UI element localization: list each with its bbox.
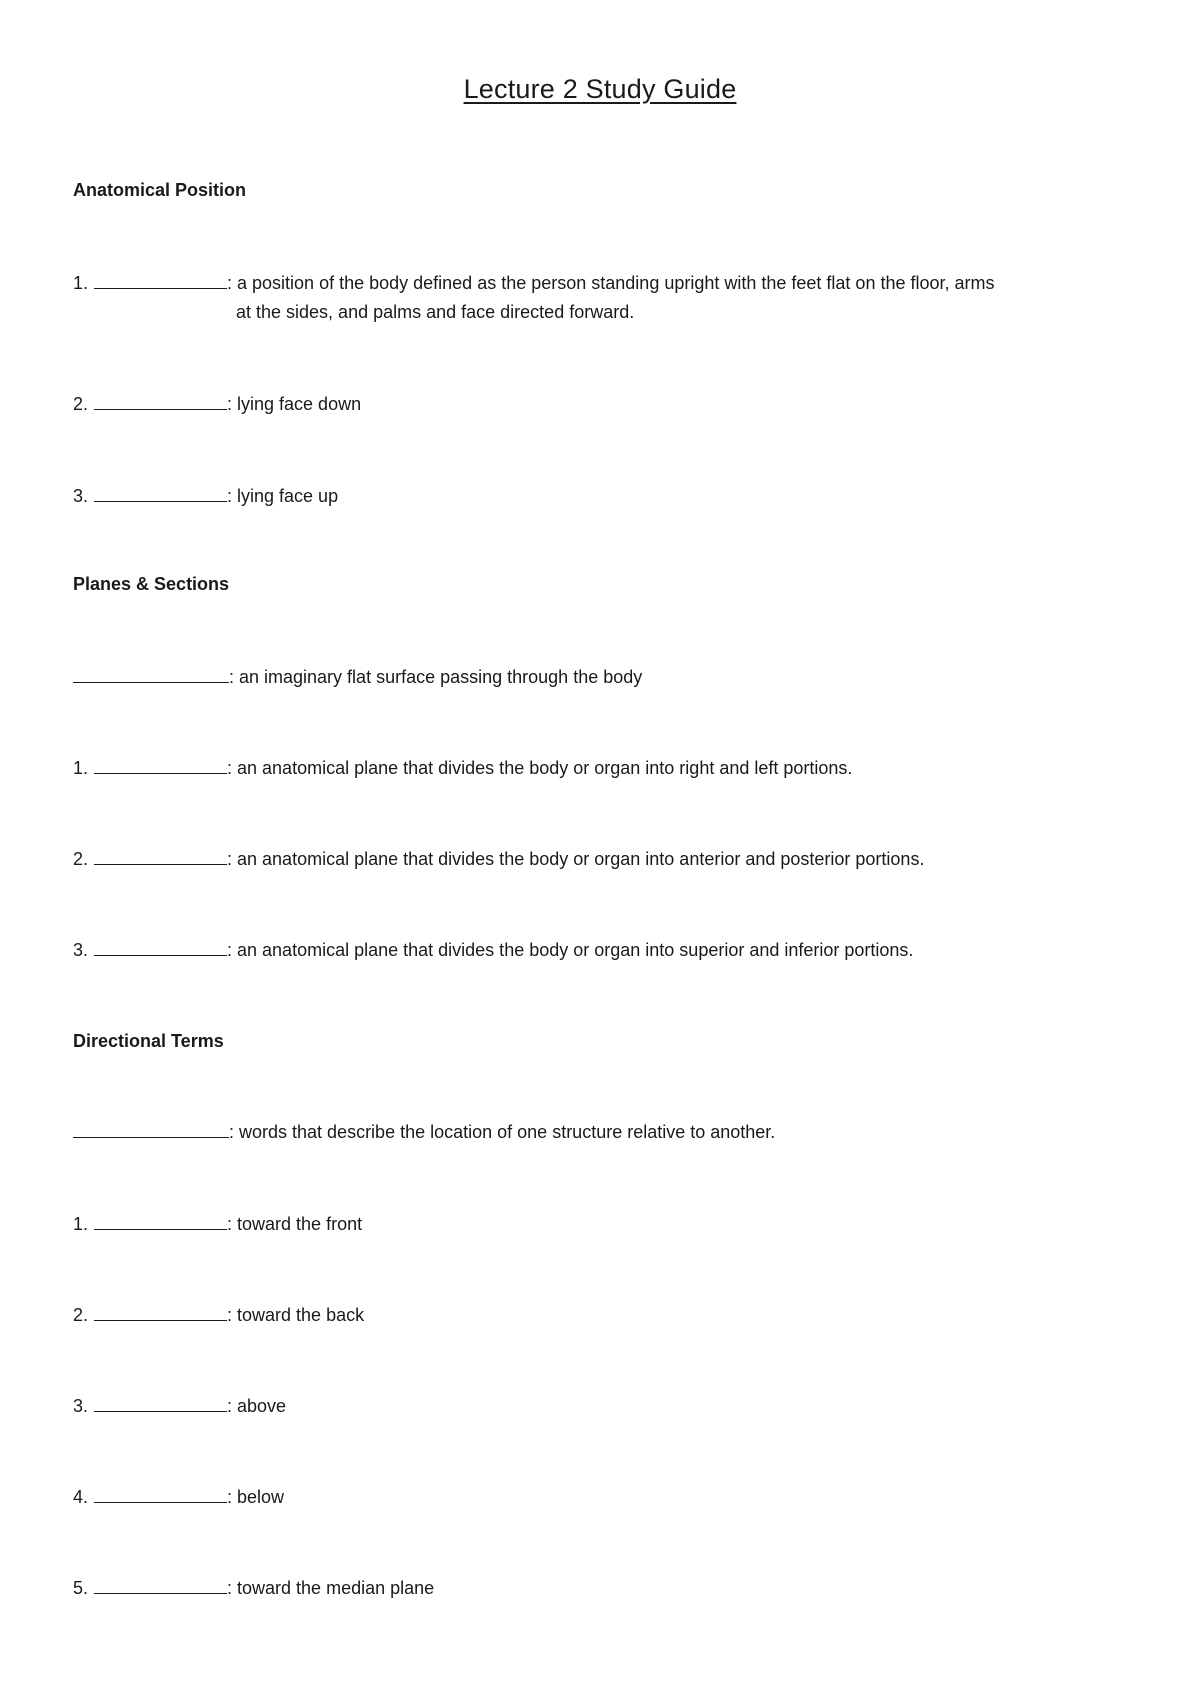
item-number: 4. [73, 1487, 89, 1507]
answer-blank [73, 667, 229, 683]
answer-blank [94, 940, 227, 956]
answer-blank [94, 486, 227, 502]
item-definition: : toward the back [227, 1305, 365, 1325]
answer-blank [94, 758, 227, 774]
answer-blank [94, 1214, 227, 1230]
answer-blank [94, 1305, 227, 1321]
item-definition: : lying face down [227, 394, 362, 414]
item-definition: : words that describe the location of one structure relative to another. [229, 1122, 776, 1142]
list-item [73, 273, 995, 294]
list-item [73, 486, 338, 507]
item-number: 1. [73, 273, 89, 293]
item-definition-continued: at the sides, and palms and face directed forward. [236, 302, 635, 322]
item-definition: : an anatomical plane that divides the body or organ into anterior and posterior portions. [227, 849, 925, 869]
list-item [73, 667, 642, 688]
list-item [73, 1305, 364, 1326]
item-number: 2. [73, 394, 89, 414]
list-item [73, 1396, 286, 1417]
item-number: 3. [73, 486, 89, 506]
section-heading-directional-terms: Directional Terms [73, 1031, 224, 1051]
list-item [73, 1487, 284, 1508]
section-heading-planes-sections: Planes & Sections [73, 574, 230, 594]
item-definition: : lying face up [227, 486, 339, 506]
answer-blank [94, 1487, 227, 1503]
page-title: Lecture 2 Study Guide [463, 74, 737, 104]
list-item [73, 1122, 775, 1143]
answer-blank [94, 849, 227, 865]
item-number: 5. [73, 1578, 89, 1598]
answer-blank [94, 394, 227, 410]
item-number: 1. [73, 1214, 89, 1234]
item-definition: : toward the front [227, 1214, 363, 1234]
answer-blank [73, 1122, 229, 1138]
item-definition: : toward the median plane [227, 1578, 435, 1598]
item-definition: : an anatomical plane that divides the body or organ into superior and inferior portions. [227, 940, 914, 960]
item-number: 2. [73, 849, 89, 869]
item-number: 2. [73, 1305, 89, 1325]
list-item [73, 849, 924, 870]
item-definition: : an anatomical plane that divides the body or organ into right and left portions. [227, 758, 853, 778]
item-number: 1. [73, 758, 89, 778]
answer-blank [94, 1578, 227, 1594]
item-definition: : a position of the body defined as the person standing upright with the feet flat on the floor, arms [227, 273, 995, 293]
item-definition: : an imaginary flat surface passing through the body [229, 667, 643, 687]
item-definition: : above [227, 1396, 287, 1416]
list-item [73, 758, 852, 779]
answer-blank [94, 1396, 227, 1412]
list-item [73, 1214, 362, 1235]
item-number: 3. [73, 940, 89, 960]
list-item [73, 940, 913, 961]
list-item [73, 394, 361, 415]
item-definition: : below [227, 1487, 285, 1507]
list-item [73, 1578, 434, 1599]
section-heading-anatomical-position: Anatomical Position [73, 180, 247, 200]
answer-blank [94, 273, 227, 289]
item-number: 3. [73, 1396, 89, 1416]
